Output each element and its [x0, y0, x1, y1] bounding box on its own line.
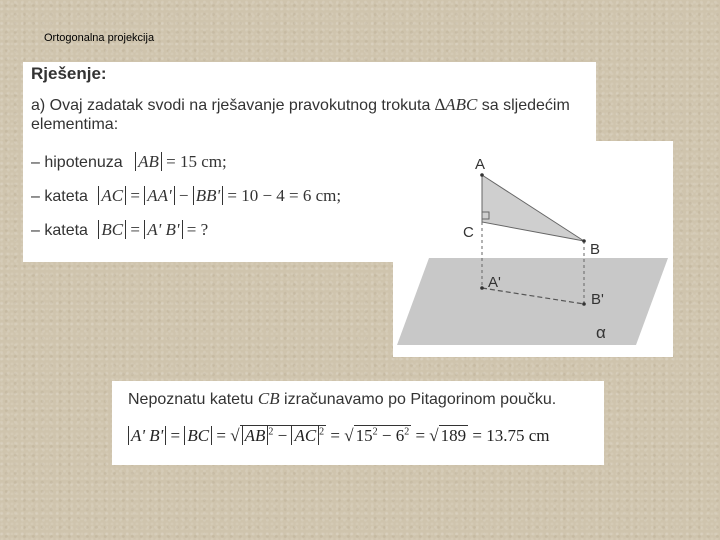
intro-text-end: sa sljedećim — [477, 97, 570, 114]
leg2-value: = ? — [186, 220, 209, 239]
projection-plane-alpha — [397, 258, 668, 345]
formula-eq-1: = — [170, 426, 181, 445]
triangle-abc — [482, 175, 584, 241]
formula-rad-exp-2: 2 — [319, 426, 325, 438]
leg2-equals: = — [130, 220, 140, 239]
label-c: C — [463, 224, 474, 241]
leg1-segment-2: AA' — [144, 186, 174, 205]
formula-rad-exp-1: 2 — [268, 426, 274, 438]
label-a: A — [475, 156, 486, 173]
formula-eq-4: = — [415, 426, 426, 445]
formula-seg-bc: BC — [184, 426, 212, 445]
result-sentence-segment: CB — [257, 389, 280, 408]
intro-text: a) Ovaj zadatak svodi na rješavanje pravokutnog trokuta — [31, 97, 435, 114]
slide-title: Ortogonalna projekcija — [44, 32, 155, 44]
formula-sqrt-sign-2: √ — [344, 426, 354, 445]
formula-rad-seg-ac: AC — [291, 426, 319, 445]
formula-final: = 13.75 cm — [472, 426, 550, 445]
formula-rad-seg-ab: AB — [242, 426, 269, 445]
leg1-equals: = — [130, 186, 140, 205]
point-b-prime — [582, 302, 586, 306]
diagram-panel — [393, 141, 673, 357]
result-sentence-start: Nepoznatu katetu — [128, 391, 258, 408]
leg1-value: = 10 − 4 = 6 cm; — [227, 186, 342, 205]
label-b: B — [590, 241, 601, 258]
point-a-prime — [480, 286, 484, 290]
label-a-prime: A' — [488, 274, 501, 291]
leg1-minus: − — [178, 186, 189, 205]
formula-rad-minus: − — [277, 426, 288, 445]
result-sentence — [128, 389, 556, 409]
hypotenuse-label: – hipotenuza — [31, 154, 123, 171]
hypotenuse-line — [31, 152, 227, 172]
leg2-line — [31, 220, 208, 240]
solution-heading: Rješenje: — [31, 64, 107, 83]
leg2-segment-2: A' B' — [144, 220, 182, 239]
formula-minus-2: − — [381, 426, 392, 445]
formula-eq-3: = — [330, 426, 341, 445]
formula-radicand-3 — [439, 425, 469, 446]
label-alpha: α — [596, 323, 606, 342]
formula-sqrt-sign-3: √ — [429, 426, 439, 445]
leg1-label: – kateta — [31, 188, 88, 205]
triangle-symbol: ∆ABC — [434, 95, 478, 114]
formula-num-189: 189 — [440, 426, 467, 445]
formula-num-6: 6 — [395, 426, 405, 445]
formula-num-15: 15 — [355, 426, 373, 445]
projection-diagram — [393, 141, 673, 357]
result-panel — [112, 381, 604, 465]
formula-eq-2: = — [216, 426, 226, 445]
result-sentence-end: izračunavamo po Pitagorinom poučku. — [279, 391, 557, 408]
point-a — [480, 173, 484, 177]
formula-radicand-1 — [240, 425, 327, 446]
formula-exp-4: 2 — [404, 426, 410, 438]
hypotenuse-segment: AB — [135, 152, 162, 171]
point-b — [582, 239, 586, 243]
formula-sqrt-sign-1: √ — [230, 426, 240, 445]
pythagoras-formula — [128, 425, 550, 446]
hypotenuse-value: = 15 cm; — [166, 152, 227, 171]
formula-radicand-2 — [354, 425, 412, 446]
leg1-line — [31, 186, 341, 206]
leg1-segment: AC — [98, 186, 126, 205]
leg2-segment: BC — [98, 220, 126, 239]
intro-line-1 — [31, 95, 570, 115]
leg1-segment-3: BB' — [193, 186, 223, 205]
formula-seg-a-prime-b-prime: A' B' — [128, 426, 166, 445]
label-b-prime: B' — [591, 291, 604, 308]
formula-exp-3: 2 — [372, 426, 378, 438]
intro-line-2: elementima: — [31, 116, 119, 133]
leg2-label: – kateta — [31, 222, 88, 239]
